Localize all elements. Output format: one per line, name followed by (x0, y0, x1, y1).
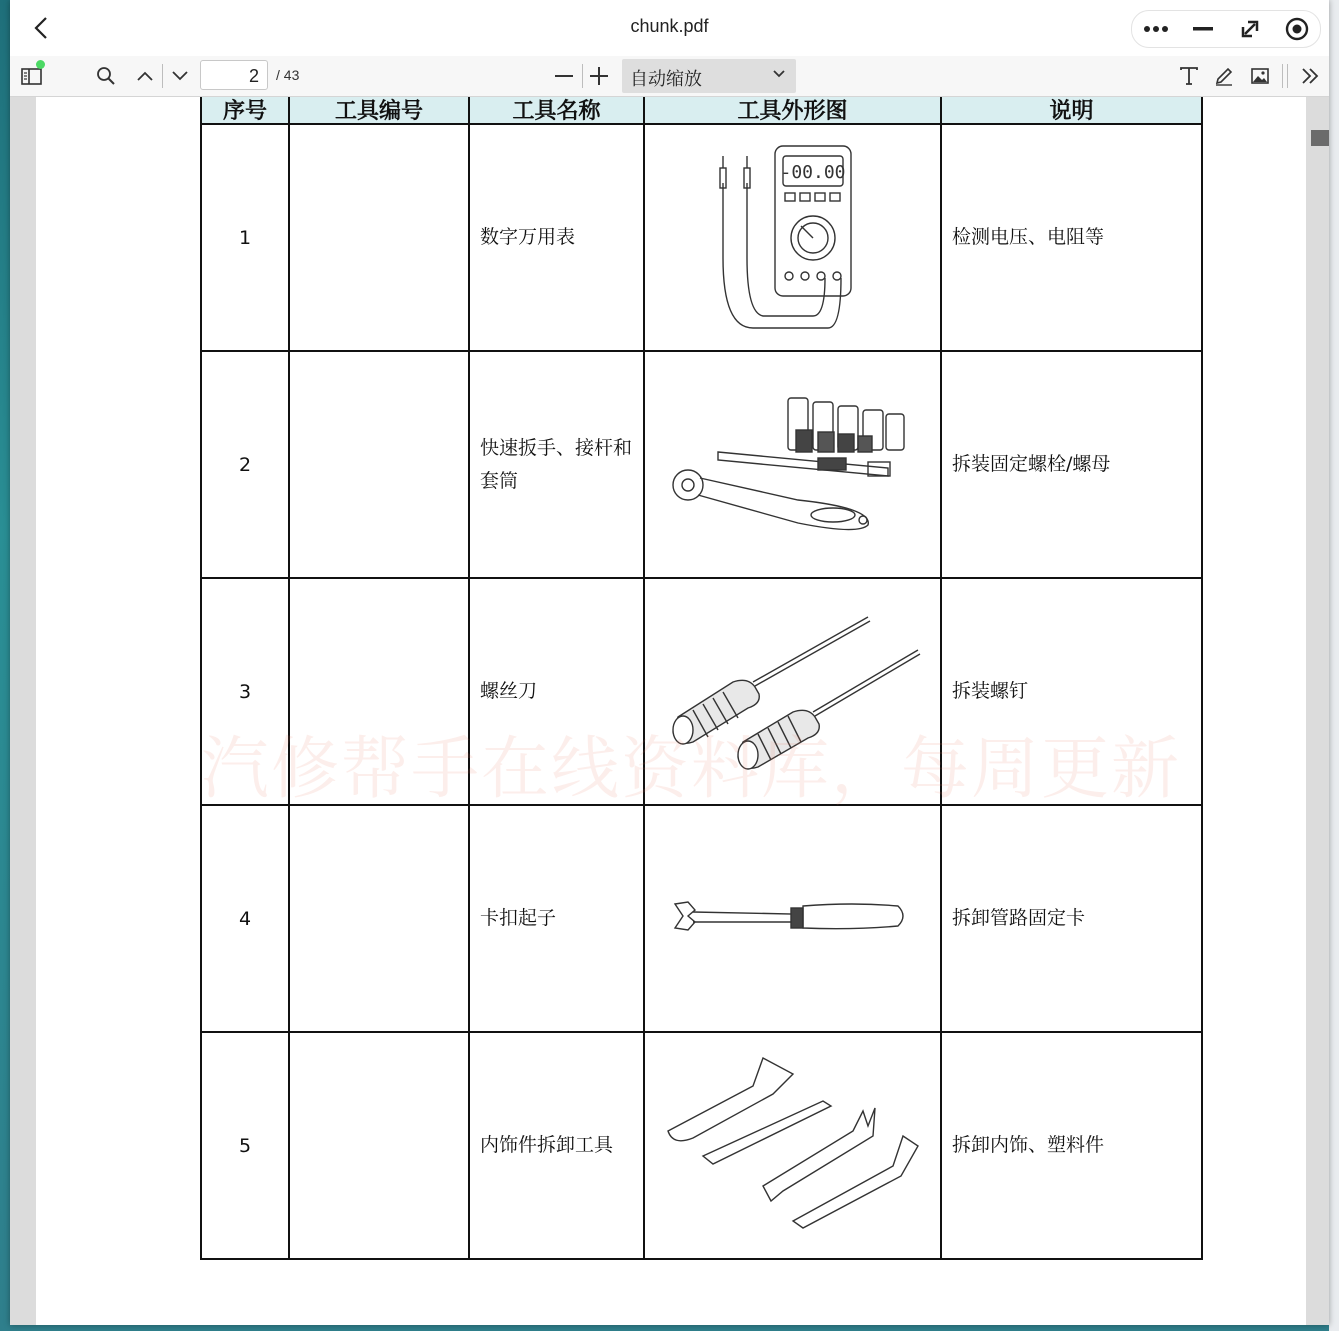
restore-button[interactable] (1235, 14, 1265, 44)
toolbar-divider (582, 64, 583, 88)
table-row (201, 124, 1202, 351)
row-tool-name: 快速扳手、接杆和套筒 (469, 351, 644, 578)
close-circle-icon (1285, 17, 1309, 41)
row-tool-image (644, 805, 941, 1032)
table-row (201, 805, 1202, 1032)
toolbar-divider (1287, 64, 1288, 88)
clip-remover-illustration (673, 894, 913, 944)
sidebar-toggle-icon (21, 66, 43, 86)
document-viewport[interactable] (10, 97, 1329, 1325)
zoom-out-button[interactable] (552, 64, 576, 88)
row-index: 5 (201, 1032, 289, 1259)
pdf-toolbar (10, 56, 1329, 97)
header-index: 序号 (201, 97, 289, 124)
row-index: 3 (201, 578, 289, 805)
row-index: 1 (201, 124, 289, 351)
watermark-text: 汽修帮手在线资料库，每周更新 (201, 730, 1182, 809)
chevron-down-icon (171, 70, 189, 82)
header-description: 说明 (941, 97, 1202, 124)
table-row (201, 351, 1202, 578)
search-icon (96, 66, 116, 86)
search-button[interactable] (94, 64, 118, 88)
zoom-select[interactable] (622, 59, 796, 93)
tool-table (200, 97, 1203, 1260)
row-tool-code (289, 351, 469, 578)
minus-icon (555, 74, 573, 78)
vertical-scrollbar-thumb[interactable] (1311, 130, 1329, 146)
draw-tool-button[interactable] (1212, 64, 1236, 88)
trim-removal-tools-illustration (663, 1056, 923, 1236)
svg-text:-00.00: -00.00 (779, 161, 846, 183)
double-chevron-right-icon (1300, 67, 1320, 85)
row-index: 2 (201, 351, 289, 578)
row-tool-image (644, 351, 941, 578)
more-button[interactable] (1141, 14, 1171, 44)
row-tool-name: 螺丝刀 (469, 578, 644, 805)
ratchet-wrench-socket-set-illustration (668, 390, 918, 540)
plus-icon (590, 67, 608, 85)
more-tools-button[interactable] (1298, 64, 1322, 88)
previous-page-button[interactable] (133, 64, 157, 88)
row-tool-code (289, 805, 469, 1032)
minimize-icon (1193, 26, 1213, 32)
more-dots-icon (1143, 25, 1169, 33)
minimize-button[interactable] (1188, 14, 1218, 44)
zoom-select-value: 自动缩放 (630, 69, 702, 90)
header-tool-code: 工具编号 (289, 97, 469, 124)
chevron-up-icon (136, 70, 154, 82)
pen-icon (1214, 66, 1234, 86)
status-dot (36, 60, 45, 69)
table-row (201, 578, 1202, 805)
header-tool-name: 工具名称 (469, 97, 644, 124)
table-header-row (201, 97, 1202, 124)
row-index: 4 (201, 805, 289, 1032)
row-tool-image (644, 1032, 941, 1259)
table-row (201, 1032, 1202, 1259)
toolbar-divider (1282, 64, 1283, 88)
text-tool-icon (1179, 66, 1199, 86)
image-tool-button[interactable] (1248, 64, 1272, 88)
window-title: chunk.pdf (630, 16, 709, 36)
row-tool-code (289, 1032, 469, 1259)
row-tool-name: 卡扣起子 (469, 805, 644, 1032)
row-description: 拆卸内饰、塑料件 (941, 1032, 1202, 1259)
row-tool-code (289, 578, 469, 805)
restore-icon (1239, 18, 1261, 40)
next-page-button[interactable] (168, 64, 192, 88)
row-description: 检测电压、电阻等 (941, 124, 1202, 351)
text-tool-button[interactable] (1177, 64, 1201, 88)
page-number-input[interactable]: 2 (200, 60, 268, 90)
header-tool-image: 工具外形图 (644, 97, 941, 124)
pdf-page (36, 97, 1306, 1325)
close-button[interactable] (1282, 14, 1312, 44)
row-tool-name: 数字万用表 (469, 124, 644, 351)
row-description: 拆装螺钉 (941, 578, 1202, 805)
row-tool-image (644, 124, 941, 351)
page-total-label: / 43 (276, 67, 300, 83)
row-tool-name: 内饰件拆卸工具 (469, 1032, 644, 1259)
title-bar (10, 0, 1329, 56)
pdf-viewer-window (10, 0, 1329, 1325)
toolbar-divider (162, 64, 163, 88)
image-icon (1250, 66, 1270, 86)
row-description: 拆卸管路固定卡 (941, 805, 1202, 1032)
row-description: 拆装固定螺栓/螺母 (941, 351, 1202, 578)
desktop-background (1329, 0, 1339, 1331)
zoom-in-button[interactable] (587, 64, 611, 88)
row-tool-code (289, 124, 469, 351)
chevron-down-icon (772, 69, 786, 79)
row-tool-image (644, 578, 941, 805)
screwdrivers-illustration (663, 612, 923, 772)
window-controls (1131, 10, 1321, 48)
multimeter-illustration (713, 138, 873, 338)
